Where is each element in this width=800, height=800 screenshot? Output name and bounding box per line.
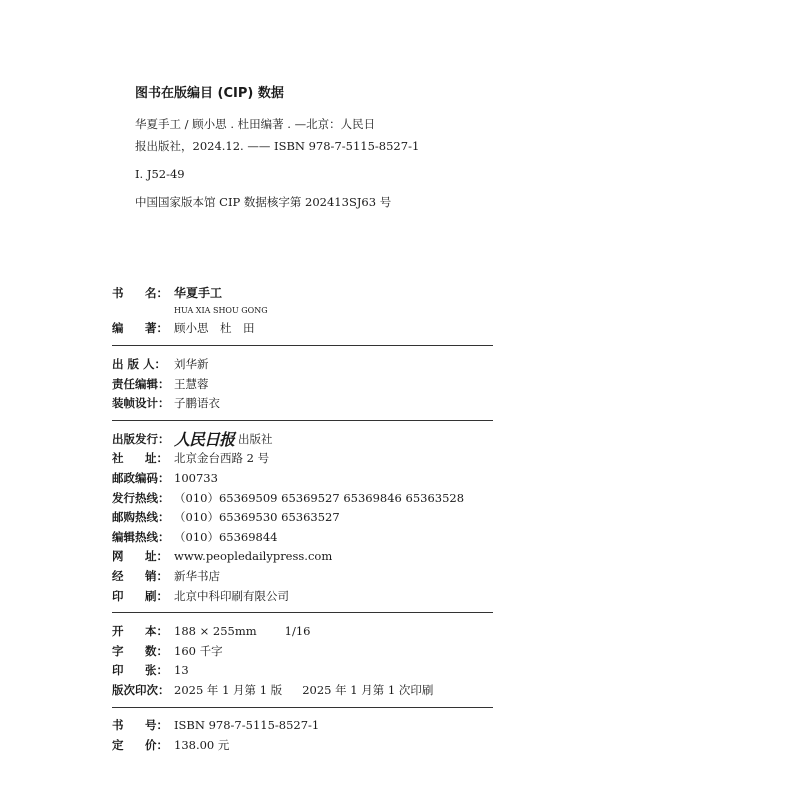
price-row xyxy=(112,735,493,755)
divider xyxy=(112,707,493,708)
word-count: 160 千字 xyxy=(174,643,223,658)
editor-row xyxy=(112,374,493,394)
divider xyxy=(112,612,493,613)
mail-hotline-row xyxy=(112,507,493,527)
edition: 2025 年 1 月第 1 版 xyxy=(174,682,283,697)
cip-line-2: 报出版社，2024.12. —— ISBN 978-7-5115-8527-1 xyxy=(135,139,420,153)
edition-row xyxy=(112,680,493,700)
sheets-row xyxy=(112,661,493,681)
format-row xyxy=(112,621,493,641)
cip-verification: 中国国家版本馆 CIP 数据核字第 202413SJ63 号 xyxy=(135,195,392,209)
sales-hotline: （010）65369509 65369527 65369846 65363528 xyxy=(174,490,465,505)
publisher-person: 刘华新 xyxy=(174,356,209,371)
cip-classification: Ⅰ. J52-49 xyxy=(135,167,185,181)
book-title-row xyxy=(112,283,493,303)
book-title: 华夏手工 xyxy=(174,286,223,301)
edit-hotline-label: 编辑热线： xyxy=(112,529,170,544)
address-row xyxy=(112,449,493,469)
website-label: 网 址： xyxy=(112,549,168,564)
address: 北京金台西路 2 号 xyxy=(174,451,270,466)
book-title-label: 书 名： xyxy=(112,285,168,300)
printer-row xyxy=(112,586,493,606)
website: www.peopledailypress.com xyxy=(174,549,333,564)
isbn-label: 书 号： xyxy=(112,718,168,733)
edit-hotline: （010）65369844 xyxy=(174,529,278,544)
design-label: 装帧设计： xyxy=(112,396,170,411)
issuer-row xyxy=(112,429,493,449)
sales-hotline-label: 发行热线： xyxy=(112,490,170,505)
distributor: 新华书店 xyxy=(174,568,220,583)
cip-block xyxy=(135,82,435,213)
author-row xyxy=(112,319,493,339)
mail-hotline: （010）65369530 65363527 xyxy=(174,510,340,525)
cip-title: 图书在版编目 (CIP) 数据 xyxy=(135,86,284,101)
designer: 子鹏语衣 xyxy=(174,396,220,411)
authors: 顾小思 杜 田 xyxy=(174,321,255,336)
publisher-person-label: 出 版 人： xyxy=(112,356,167,371)
author-label: 编 著： xyxy=(112,321,168,336)
postcode-row xyxy=(112,468,493,488)
words-row xyxy=(112,641,493,661)
website-row xyxy=(112,547,493,567)
price: 138.00 元 xyxy=(174,738,230,753)
sales-hotline-row xyxy=(112,488,493,508)
format-label: 开 本： xyxy=(112,624,168,639)
issuer-label: 出版发行： xyxy=(112,431,170,446)
words-label: 字 数： xyxy=(112,643,168,658)
trim-size: 188 × 255mm xyxy=(174,624,257,639)
divider xyxy=(112,420,493,421)
printing: 2025 年 1 月第 1 次印刷 xyxy=(302,682,434,697)
copyright-info xyxy=(112,283,493,755)
design-row xyxy=(112,393,493,413)
edition-label: 版次印次： xyxy=(112,682,170,697)
postcode-label: 邮政编码： xyxy=(112,470,170,485)
book-title-pinyin: HUA XIA SHOU GONG xyxy=(174,306,268,316)
sheets-label: 印 张： xyxy=(112,663,168,678)
distributor-row xyxy=(112,566,493,586)
postcode: 100733 xyxy=(174,470,218,485)
mail-hotline-label: 邮购热线： xyxy=(112,510,170,525)
isbn-row xyxy=(112,716,493,736)
isbn: ISBN 978-7-5115-8527-1 xyxy=(174,718,320,733)
divider xyxy=(112,345,493,346)
printer: 北京中科印刷有限公司 xyxy=(174,588,289,603)
issuer-suffix: 出版社 xyxy=(238,431,273,446)
distributor-label: 经 销： xyxy=(112,568,168,583)
publisher-person-row xyxy=(112,354,493,374)
printer-label: 印 刷： xyxy=(112,588,168,603)
edit-hotline-row xyxy=(112,527,493,547)
editor-label: 责任编辑： xyxy=(112,376,170,391)
price-label: 定 价： xyxy=(112,738,168,753)
format: 1/16 xyxy=(284,624,311,639)
address-label: 社 址： xyxy=(112,451,168,466)
printed-sheets: 13 xyxy=(174,663,189,678)
cip-line-1: 华夏手工 / 顾小思 . 杜田编著 . —北京：人民日 xyxy=(135,117,376,131)
editor: 王慧蓉 xyxy=(174,376,209,391)
publisher-logo: 人民日报 xyxy=(174,430,235,450)
